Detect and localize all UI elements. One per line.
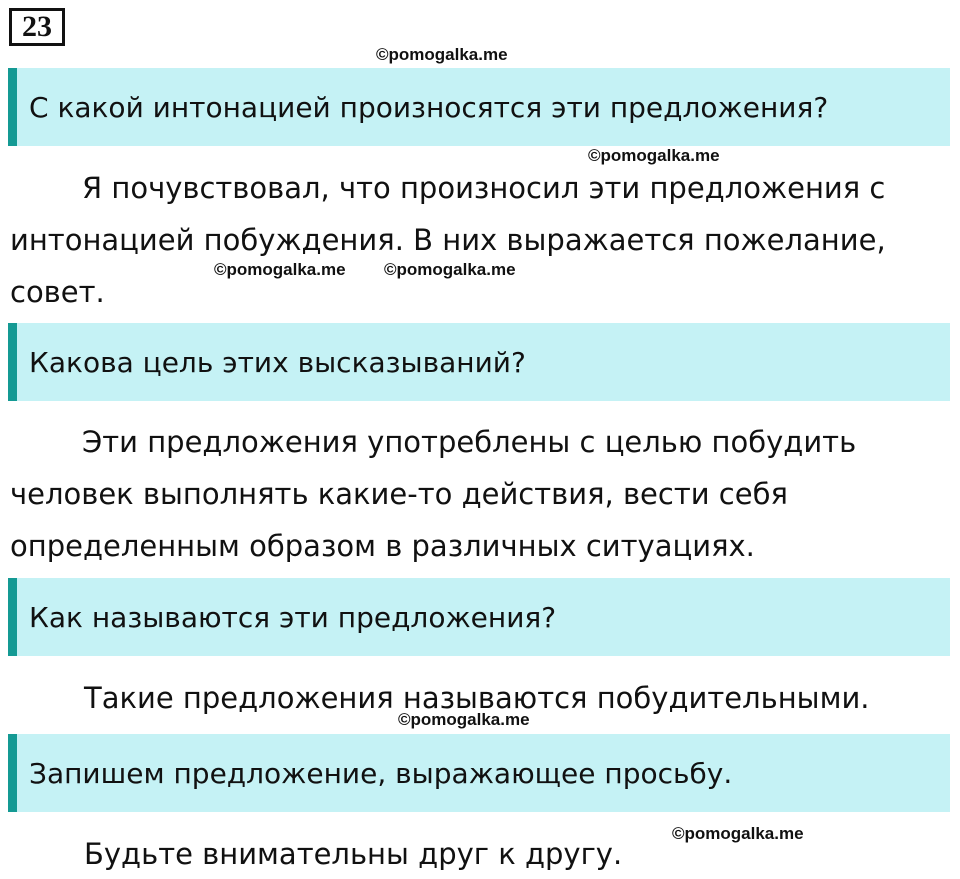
task-number: 23 xyxy=(22,10,52,43)
watermark: ©pomogalka.me xyxy=(376,45,508,64)
answer-line: Будьте внимательны друг к другу. xyxy=(84,837,623,871)
question-banner-1 xyxy=(8,68,950,146)
watermark: ©pomogalka.me xyxy=(214,260,346,279)
answer-paragraph-2 xyxy=(10,416,940,572)
answer-line: совет. xyxy=(10,275,105,309)
question-text: Как называются эти предложения? xyxy=(29,600,557,634)
question-text: Какова цель этих высказываний? xyxy=(29,345,526,379)
watermark: ©pomogalka.me xyxy=(398,710,530,729)
answer-line: Я почувствовал, что произносил эти предложения с xyxy=(82,171,886,205)
answer-line: определенным образом в различных ситуациях. xyxy=(10,529,755,563)
question-banner-4 xyxy=(8,734,950,812)
question-text: С какой интонацией произносятся эти предложения? xyxy=(29,90,829,124)
question-banner-3 xyxy=(8,578,950,656)
task-number-box xyxy=(9,8,65,46)
answer-line: человек выполнять какие-то действия, вести себя xyxy=(10,477,788,511)
watermark: ©pomogalka.me xyxy=(672,824,804,843)
watermark: ©pomogalka.me xyxy=(588,146,720,165)
question-text: Запишем предложение, выражающее просьбу. xyxy=(29,756,733,790)
question-banner-2 xyxy=(8,323,950,401)
answer-line: интонацией побуждения. В них выражается пожелание, xyxy=(10,223,886,257)
answer-paragraph-1 xyxy=(10,162,940,318)
answer-line: Такие предложения называются побудительными. xyxy=(84,681,870,715)
answer-line: Эти предложения употреблены с целью побудить xyxy=(82,425,857,459)
watermark: ©pomogalka.me xyxy=(384,260,516,279)
